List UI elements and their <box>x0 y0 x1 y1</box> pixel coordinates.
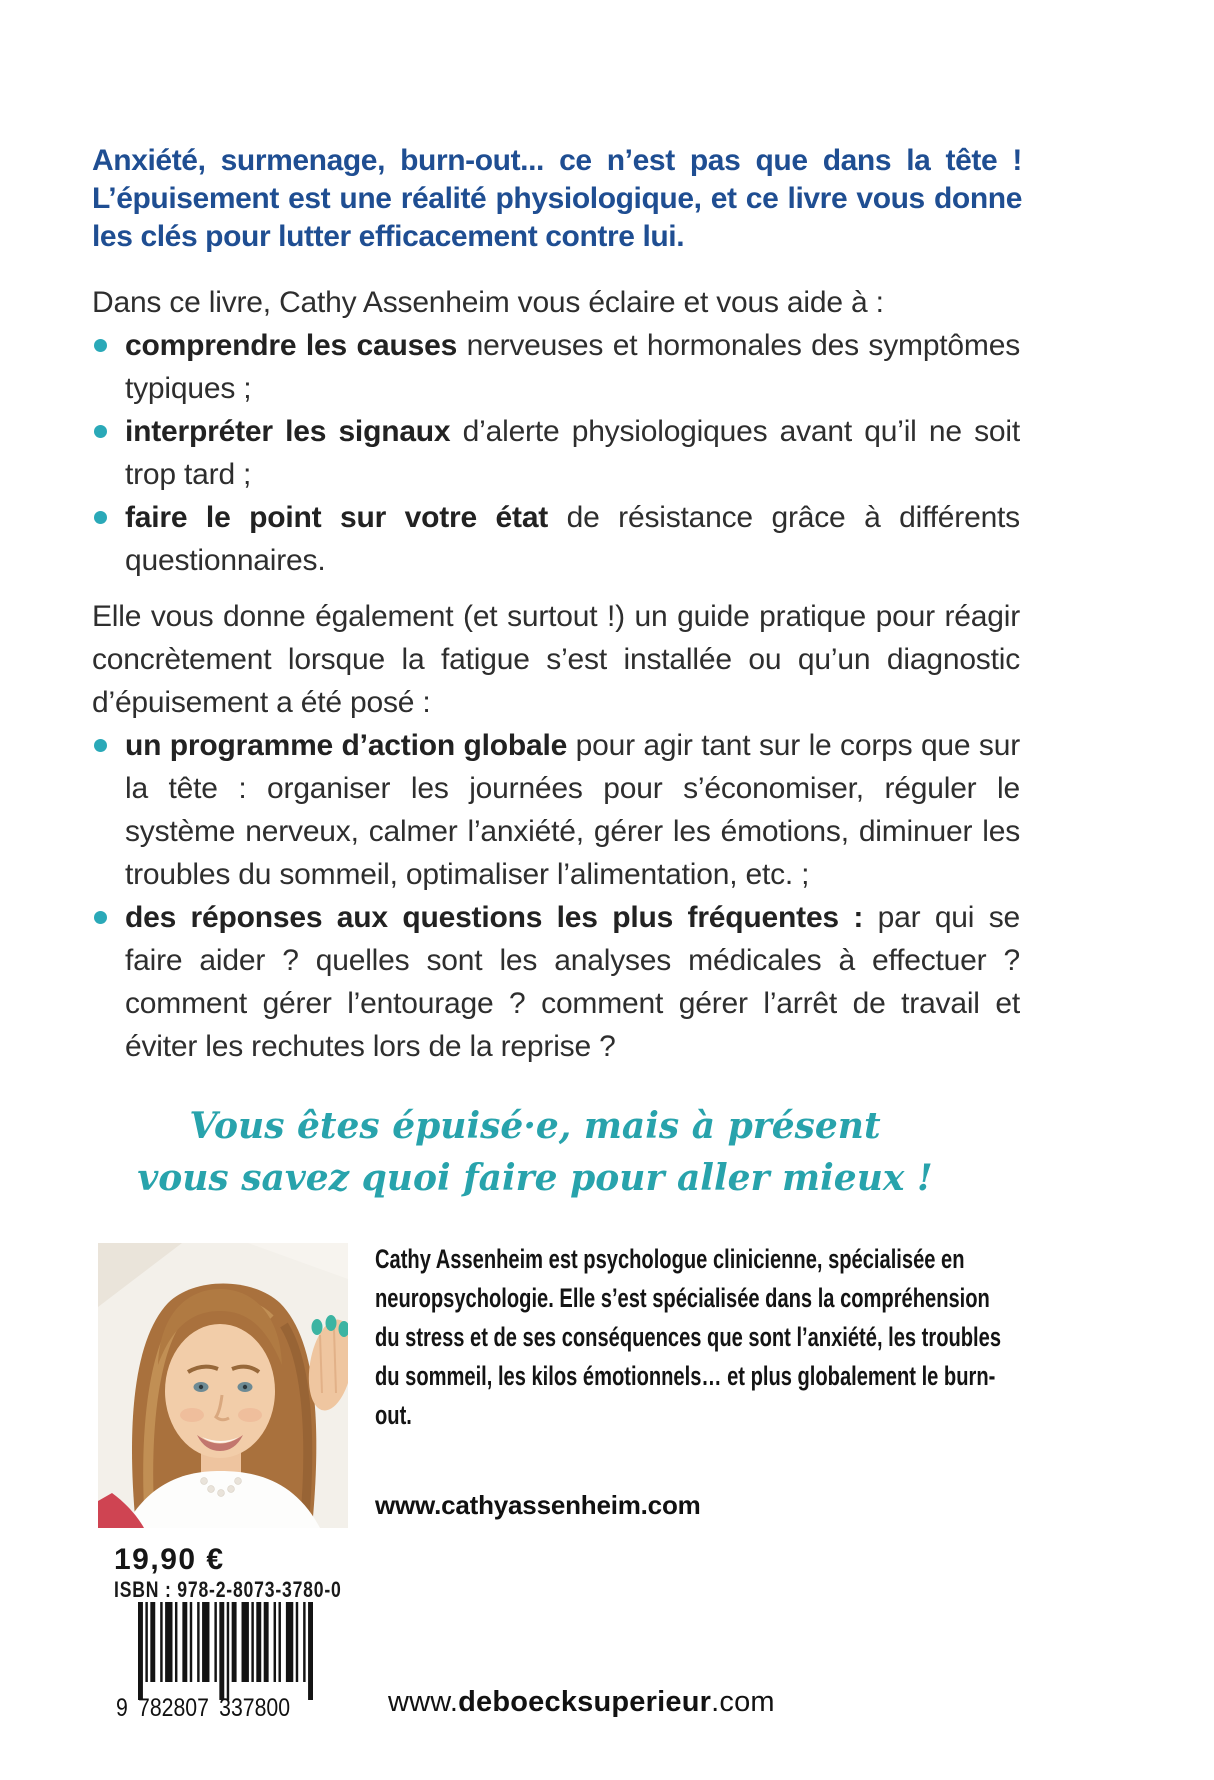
author-bio: Cathy Assenheim est psychologue clinicienne, spécialisée en neuropsychologie. Elle s’est spécialisée dans la compréhension du stress et de ses conséquences que sont l’anxiété, les troubles du sommeil, les kilos émotionnels… et plus globalement le burn-out. <box>375 1244 1002 1430</box>
bullet-list-2 <box>92 724 1020 1068</box>
author-website: www.cathyassenheim.com <box>375 1490 701 1520</box>
publisher-url-prefix: www. <box>388 1686 459 1718</box>
barcode-bars <box>138 1602 313 1700</box>
bullet-text: pour agir tant sur le corps que sur la tête : organiser les journées pour s’économiser, réguler le système nerveux, calmer l’anxiété, gérer les émotions, diminuer les troubles du sommeil, optimaliser l’alimentation, etc. ; <box>125 729 1021 891</box>
bullet-text: de résistance grâce à différents questionnaires. <box>125 501 1020 577</box>
isbn: ISBN : 978-2-8073-3780-0 <box>114 1577 342 1602</box>
bullet-lead: un programme d’action globale <box>125 729 568 762</box>
barcode-digit-group2: 337800 <box>219 1694 291 1722</box>
bullet-lead: faire le point sur votre état <box>125 501 549 534</box>
quote-line-1: Vous êtes épuisé·e, mais à présent <box>189 1105 881 1147</box>
headline: Anxiété, surmenage, burn-out... ce n’est pas que dans la tête ! L’épuisement est une réalité physiologique, et ce livre vous donne les clés pour lutter efficacement contre lui. <box>92 144 1022 253</box>
bullet-lead: des réponses aux questions les plus fréquentes : <box>125 901 864 934</box>
list-item <box>92 724 1020 896</box>
list-item <box>92 324 1020 410</box>
mid-paragraph: Elle vous donne également (et surtout !) un guide pratique pour réagir concrètement lorsque la fatigue s’est installée ou qu’un diagnostic d’épuisement a été posé : <box>92 600 1020 719</box>
publisher-url <box>388 1686 775 1719</box>
list-item <box>92 496 1020 582</box>
barcode <box>116 1602 338 1722</box>
barcode-digit-group1: 782807 <box>138 1694 209 1722</box>
bullet-lead: interpréter les signaux <box>125 415 451 448</box>
barcode-digits <box>116 1694 320 1723</box>
author-photo-illustration <box>98 1243 348 1528</box>
quote-line-2: vous savez quoi faire pour aller mieux ! <box>137 1157 933 1199</box>
list-item <box>92 896 1020 1068</box>
author-photo <box>98 1243 348 1528</box>
publisher-url-brand: deboecksuperieur <box>458 1686 712 1718</box>
bullet-list-1 <box>92 324 1020 582</box>
barcode-digit-first: 9 <box>116 1694 128 1722</box>
teal-quote <box>0 1100 1070 1204</box>
body-copy <box>92 281 1020 1068</box>
list-item <box>92 410 1020 496</box>
bullet-lead: comprendre les causes <box>125 329 458 362</box>
intro-paragraph: Dans ce livre, Cathy Assenheim vous éclaire et vous aide à : <box>92 286 884 319</box>
bullet-text: nerveuses et hormonales des symptômes typiques ; <box>125 329 1020 405</box>
bullet-text: d’alerte physiologiques avant qu’il ne soit trop tard ; <box>125 415 1020 491</box>
price: 19,90 € <box>114 1543 225 1576</box>
publisher-url-suffix: .com <box>711 1686 775 1718</box>
bullet-text: par qui se faire aider ? quelles sont les analyses médicales à effectuer ? comment gérer l’entourage ? comment gérer l’arrêt de travail et éviter les rechutes lors de la reprise ? <box>125 901 1020 1063</box>
